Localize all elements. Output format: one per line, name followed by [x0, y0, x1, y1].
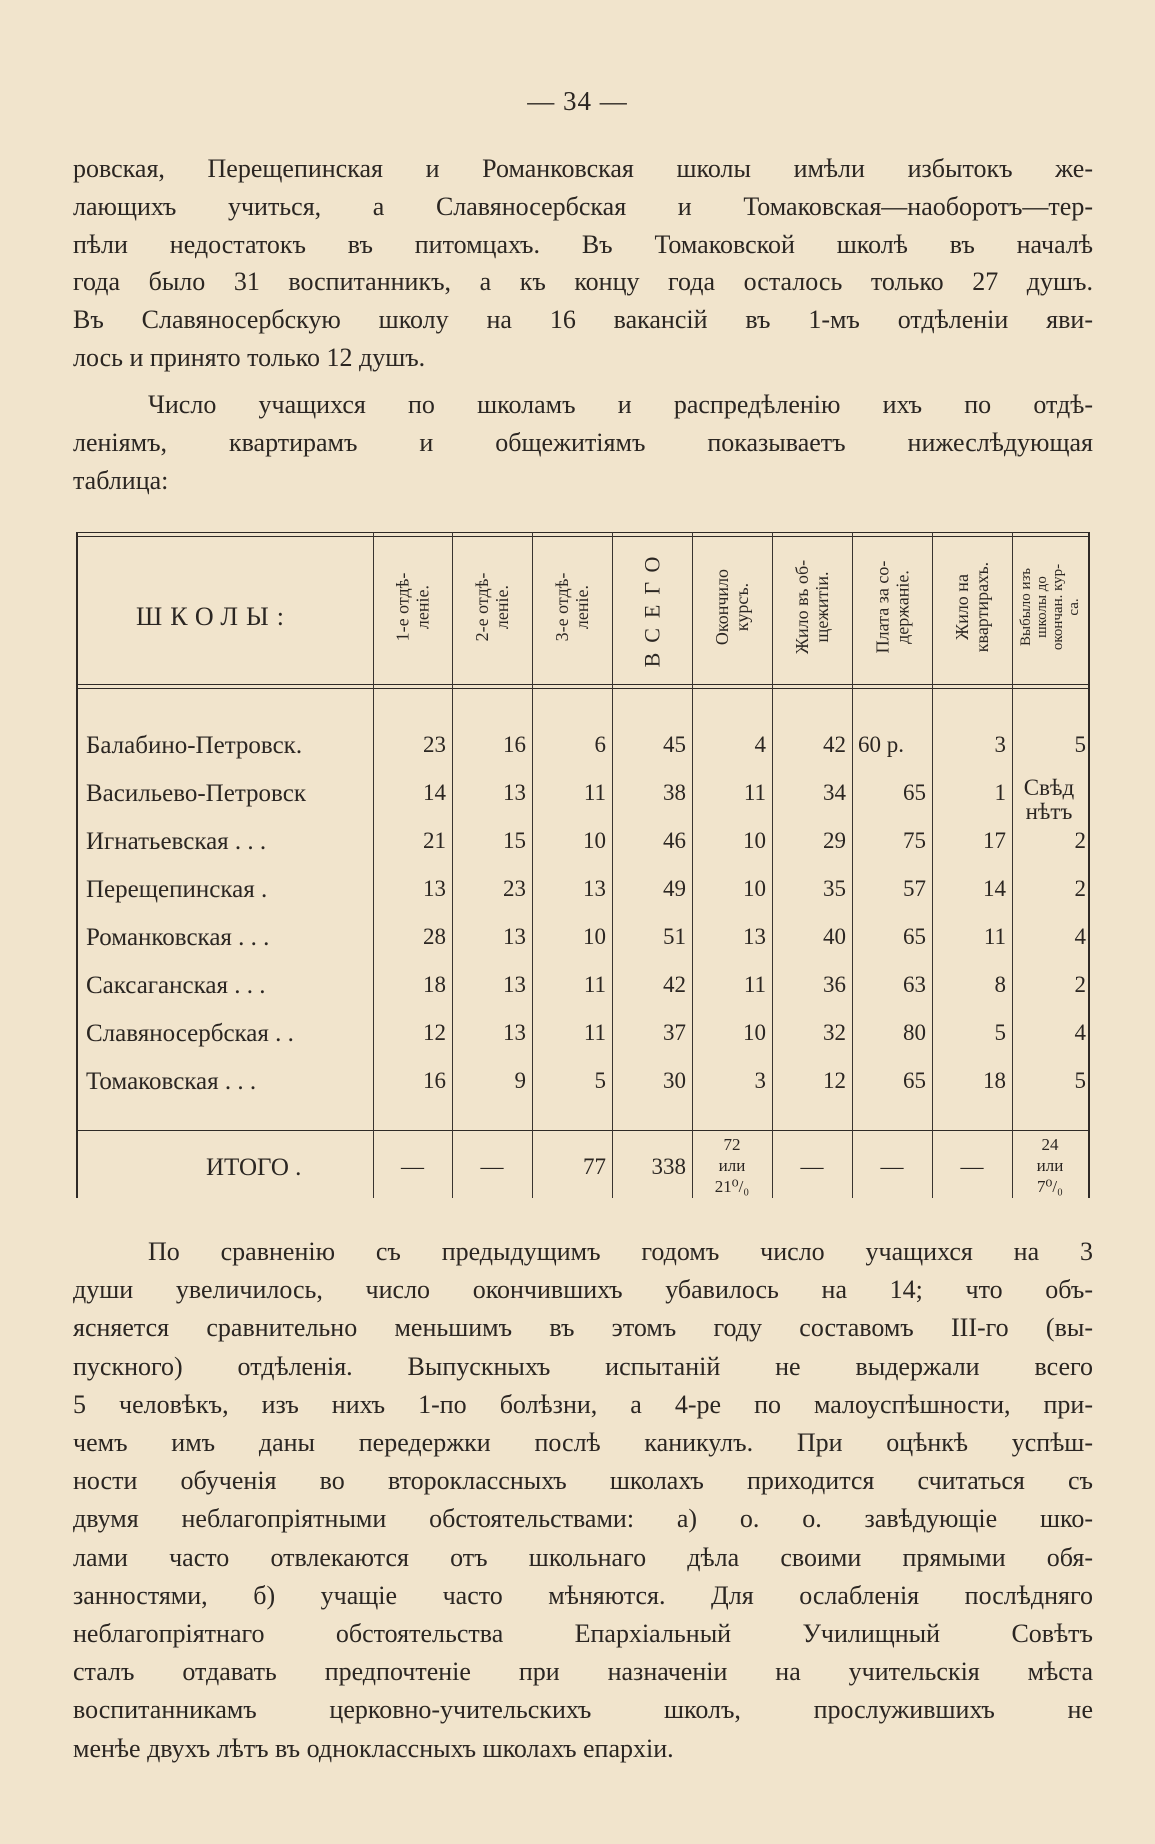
text-line: чемъ имъ даны передержки послѣ каникулъ. При оцѣнкѣ успѣш- [73, 1428, 1093, 1458]
table-cell-c1: 12 [423, 1020, 446, 1045]
table-col-rule [1088, 532, 1090, 1198]
table-cell-c1: 23 [423, 732, 446, 757]
table-cell-fee: 65 [903, 924, 926, 949]
table-rule-header-double [76, 688, 1090, 689]
text-line: воспитанникамъ церковно-учительскихъ школъ, прослужившихъ не [73, 1695, 1093, 1725]
paragraph-1 [73, 150, 1093, 377]
table-cell-graduated: 3 [754, 1068, 766, 1093]
total-label: ИТОГО . [206, 1154, 302, 1181]
table-header-col-3: 3-е отдѣ- леніе. [552, 572, 592, 642]
table-cell-dropped: 2 [1074, 972, 1086, 997]
table-cell-apartments: 8 [994, 972, 1006, 997]
table-header-schools: ШКОЛЫ: [136, 602, 292, 631]
table-row-school-name: Васильево-Петровск [86, 780, 306, 807]
table-cell-dorm: 36 [823, 972, 846, 997]
text-line: лающихъ учиться, а Славяносербская и Томаковская—наоборотъ—тер- [73, 191, 1093, 221]
table-cell-graduated: 10 [743, 1020, 766, 1045]
table-cell-dorm: 40 [823, 924, 846, 949]
total-fee: — [880, 1154, 904, 1179]
text-line: пѣли недостатокъ въ питомцахъ. Въ Томаковской школѣ въ началѣ [73, 229, 1093, 259]
table-cell-dorm: 29 [823, 828, 846, 853]
table-cell-apartments: 5 [994, 1020, 1006, 1045]
table-cell-c2: 13 [503, 1020, 526, 1045]
total-apartments: — [960, 1154, 984, 1179]
text-line: ровская, Перещепинская и Романковская школы имѣли избытокъ же- [73, 154, 1093, 183]
total-col-2: — [480, 1154, 504, 1179]
text-line: года было 31 воспитанникъ, а къ концу года осталось только 27 душъ. [73, 267, 1093, 297]
table-cell-fee: 65 [903, 780, 926, 805]
table-cell-graduated: 11 [743, 780, 766, 805]
table-cell-c1: 28 [423, 924, 446, 949]
text-line: лами часто отвлекаются отъ школьнаго дѣла своими прямыми обя- [73, 1542, 1093, 1572]
table-cell-graduated: 13 [743, 924, 766, 949]
table-cell-c1: 14 [423, 780, 446, 805]
table-cell-total: 38 [663, 780, 686, 805]
table-row-school-name: Романковская . . . [86, 924, 270, 951]
table-rule-header [76, 684, 1090, 685]
table-cell-fee: 63 [903, 972, 926, 997]
table-cell-c3: 11 [583, 780, 606, 805]
table-cell-graduated: 10 [743, 828, 766, 853]
table-cell-fee: 75 [903, 828, 926, 853]
table-cell-graduated: 11 [743, 972, 766, 997]
table-cell-c3: 13 [583, 876, 606, 901]
text-line: 5 человѣкъ, изъ нихъ 1-по болѣзни, а 4-ре по малоуспѣшности, при- [73, 1389, 1093, 1419]
table-cell-c2: 13 [503, 924, 526, 949]
table-row-school-name: Саксаганская . . . [86, 972, 266, 999]
table-row-school-name: Славяносербская . . [86, 1020, 294, 1047]
table-cell-dorm: 42 [823, 732, 846, 757]
table-header-graduated: Окончило курсъ. [712, 568, 752, 646]
total-graduated: 72 или 21⁰/₀ [714, 1135, 750, 1196]
table-row-school-name: Балабино-Петровск. [86, 732, 303, 759]
table-cell-fee: 65 [903, 1068, 926, 1093]
table-cell-apartments: 17 [983, 828, 1006, 853]
text-line: души увеличилось, число окончившихъ убавилось на 14; что объ- [73, 1275, 1093, 1305]
table-cell-c3: 10 [583, 828, 606, 853]
table-cell-total: 30 [663, 1068, 686, 1093]
text-line: неблагопріятнаго обстоятельства Епархіальный Училищный Совѣтъ [73, 1619, 1093, 1649]
text-line: пускного) отдѣленія. Выпускныхъ испытаній не выдержали всего [73, 1351, 1093, 1381]
paragraph-3 [73, 1233, 1093, 1768]
table-cell-total: 46 [663, 828, 686, 853]
table-header-total: ВСЕГО [639, 546, 665, 668]
table-cell-apartments: 3 [994, 732, 1006, 757]
paragraph-2 [73, 386, 1093, 499]
table-cell-dropped: Свѣд нѣтъ [1023, 775, 1075, 824]
table-header-dropped: Выбыло изъ школы до окончан. кур- са. [1018, 563, 1083, 651]
table-cell-fee: 60 р. [858, 732, 904, 757]
table-cell-c2: 15 [503, 828, 526, 853]
table-cell-fee: 80 [903, 1020, 926, 1045]
text-line: По сравненію съ предыдущимъ годомъ число учащихся на 3 [148, 1237, 1093, 1266]
table-cell-fee: 57 [903, 876, 926, 901]
table-cell-c3: 10 [583, 924, 606, 949]
table-cell-c1: 16 [423, 1068, 446, 1093]
table-cell-dropped: 5 [1074, 732, 1086, 757]
table-cell-total: 42 [663, 972, 686, 997]
text-line: Число учащихся по школамъ и распредѣленію ихъ по отдѣ- [148, 390, 1093, 419]
text-line: лось и принято только 12 душъ. [73, 342, 426, 372]
text-line: менѣе двухъ лѣтъ въ одноклассныхъ школахъ епархіи. [73, 1733, 674, 1763]
table-cell-dropped: 4 [1074, 1020, 1086, 1045]
table-cell-apartments: 11 [983, 924, 1006, 949]
table-cell-c2: 9 [514, 1068, 526, 1093]
table-header-col-2: 2-е отдѣ- леніе. [472, 572, 512, 642]
text-line: Въ Славяносербскую школу на 16 вакансій въ 1-мъ отдѣленіи яви- [73, 305, 1093, 335]
table-cell-c2: 13 [503, 972, 526, 997]
table-header-apartments: Жило на квартирахъ. [952, 561, 992, 653]
total-col-3: 77 [583, 1154, 606, 1179]
table-header-fee: Плата за со- держаніе. [872, 560, 913, 654]
text-line: ности обученія во второклассныхъ школахъ приходится считаться съ [73, 1466, 1093, 1496]
text-line: двумя неблагопріятными обстоятельствами: а) о. о. завѣдующіе шко- [73, 1504, 1093, 1534]
table-cell-c2: 23 [503, 876, 526, 901]
table-header-col-1: 1-е отдѣ- леніе. [392, 572, 433, 642]
page-number: — 34 — [527, 86, 628, 116]
table-header-dorm: Жило въ об- щежитіи. [792, 559, 833, 655]
table-cell-dorm: 34 [823, 780, 846, 805]
table-cell-apartments: 1 [994, 780, 1006, 805]
table-cell-apartments: 14 [983, 876, 1006, 901]
schools-table [76, 532, 1090, 1198]
table-cell-total: 45 [663, 732, 686, 757]
table-cell-c3: 11 [583, 972, 606, 997]
table-cell-total: 37 [663, 1020, 686, 1045]
table-cell-dropped: 2 [1074, 876, 1086, 901]
table-cell-dorm: 32 [823, 1020, 846, 1045]
table-cell-total: 51 [663, 924, 686, 949]
total-col-1: — [401, 1154, 424, 1179]
table-row-school-name: Игнатьевская . . . [86, 828, 267, 855]
total-all: 338 [651, 1154, 686, 1179]
text-line: сталъ отдавать предпочтеніе при назначеніи на учительскія мѣста [73, 1657, 1093, 1687]
table-cell-apartments: 18 [983, 1068, 1006, 1093]
table-cell-total: 49 [663, 876, 686, 901]
table-row-school-name: Перещепинская . [86, 876, 268, 903]
total-dorm: — [800, 1154, 824, 1179]
total-dropped: 24 или 7⁰/₀ [1036, 1135, 1064, 1196]
text-line: занностями, б) учащіе часто мѣняются. Для ослабленія послѣдняго [73, 1580, 1093, 1610]
text-line: ясняется сравнительно меньшимъ въ этомъ году составомъ III-го (вы- [73, 1313, 1093, 1343]
table-cell-c2: 13 [503, 780, 526, 805]
table-cell-graduated: 4 [754, 732, 766, 757]
table-cell-dropped: 5 [1074, 1068, 1086, 1093]
table-cell-dorm: 12 [823, 1068, 846, 1093]
table-cell-c1: 13 [423, 876, 446, 901]
table-cell-dropped: 4 [1074, 924, 1086, 949]
table-col-rule [76, 532, 78, 1198]
table-cell-c1: 18 [423, 972, 446, 997]
text-line: леніямъ, квартирамъ и общежитіямъ показываетъ нижеслѣдующая [73, 427, 1093, 457]
table-cell-c2: 16 [503, 732, 526, 757]
table-cell-dorm: 35 [823, 876, 846, 901]
table-cell-c3: 6 [594, 732, 606, 757]
text-line: таблица: [73, 465, 169, 495]
table-cell-c1: 21 [423, 828, 446, 853]
table-row-school-name: Томаковская . . . [86, 1068, 257, 1095]
table-cell-graduated: 10 [743, 876, 766, 901]
table-rule-total [76, 1130, 1090, 1131]
table-cell-c3: 5 [594, 1068, 606, 1093]
table-cell-dropped: 2 [1074, 828, 1086, 853]
table-cell-c3: 11 [583, 1020, 606, 1045]
